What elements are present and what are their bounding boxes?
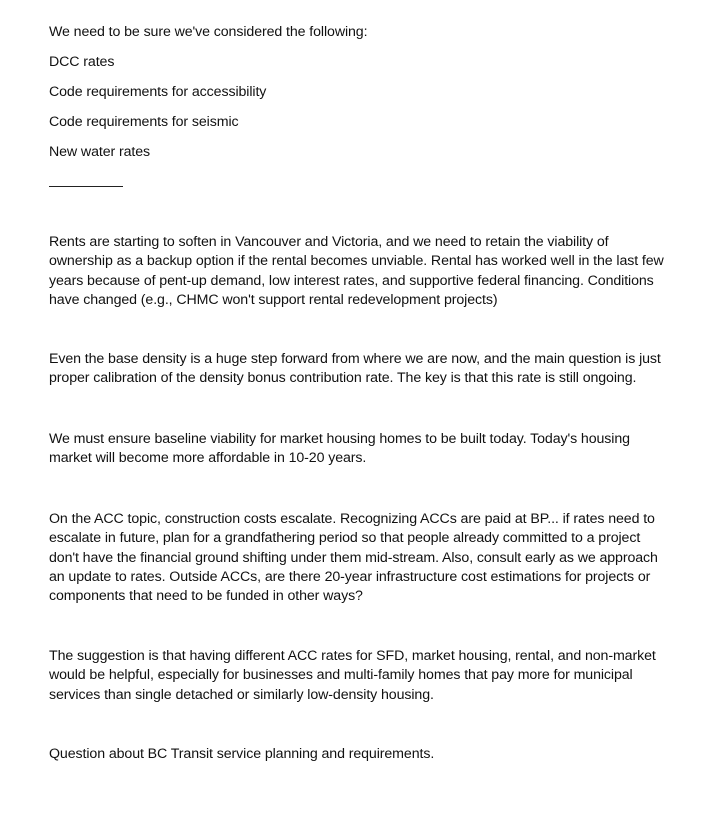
- paragraph-baseline-viability: [49, 430, 679, 469]
- paragraph-line: proper calibration of the density bonus contribution rate. The key is that this rate is still ongoing.: [49, 370, 637, 387]
- paragraph-line: market will become more affordable in 10-20 years.: [49, 450, 367, 467]
- paragraph-line: The suggestion is that having different ACC rates for SFD, market housing, rental, and non-market: [49, 648, 656, 664]
- paragraph-line: an update to rates. Outside ACCs, are there 20-year infrastructure cost estimations for projects or: [49, 568, 651, 585]
- paragraph-line: don't have the financial ground shifting under them mid-stream. Also, consult early as we approach: [49, 549, 658, 566]
- paragraph-line: components that need to be funded in other ways?: [49, 588, 363, 605]
- paragraph-line: Rents are starting to soften in Vancouver and Victoria, and we need to retain the viability of: [49, 234, 609, 250]
- paragraph-acc-suggestion: [49, 647, 679, 705]
- paragraph-acc-topic: [49, 510, 679, 606]
- paragraph-line: have changed (e.g., CHMC won't support rental redevelopment projects): [49, 291, 498, 308]
- paragraph-line: Even the base density is a huge step forward from where we are now, and the main question is just: [49, 351, 661, 367]
- separator-rule: [49, 186, 123, 187]
- paragraph-line: would be helpful, especially for businesses and multi-family homes that pay more for municipal: [49, 667, 633, 684]
- paragraph-line: We must ensure baseline viability for market housing homes to be built today. Today's housing: [49, 431, 630, 447]
- list-item-accessibility: Code requirements for accessibility: [49, 84, 267, 100]
- paragraph-line: services than single detached or similarly low-density housing.: [49, 686, 434, 703]
- paragraph-line: Question about BC Transit service planning and requirements.: [49, 746, 435, 762]
- paragraph-bc-transit: [49, 745, 679, 764]
- paragraph-line: ownership as a backup option if the rental becomes unviable. Rental has worked well in the last few: [49, 253, 664, 270]
- intro-heading: We need to be sure we've considered the following:: [49, 24, 368, 40]
- paragraph-rents: [49, 233, 679, 310]
- paragraph-line: escalate in future, plan for a grandfathering period so that people already committed to a project: [49, 530, 641, 547]
- paragraph-base-density: [49, 350, 679, 389]
- list-item-dcc-rates: DCC rates: [49, 54, 115, 70]
- paragraph-line: On the ACC topic, construction costs escalate. Recognizing ACCs are paid at BP... if rates need to: [49, 511, 655, 527]
- list-item-seismic: Code requirements for seismic: [49, 114, 239, 130]
- paragraph-line: years because of pent-up demand, low interest rates, and supportive federal financing. Conditions: [49, 272, 654, 289]
- list-item-water-rates: New water rates: [49, 144, 150, 160]
